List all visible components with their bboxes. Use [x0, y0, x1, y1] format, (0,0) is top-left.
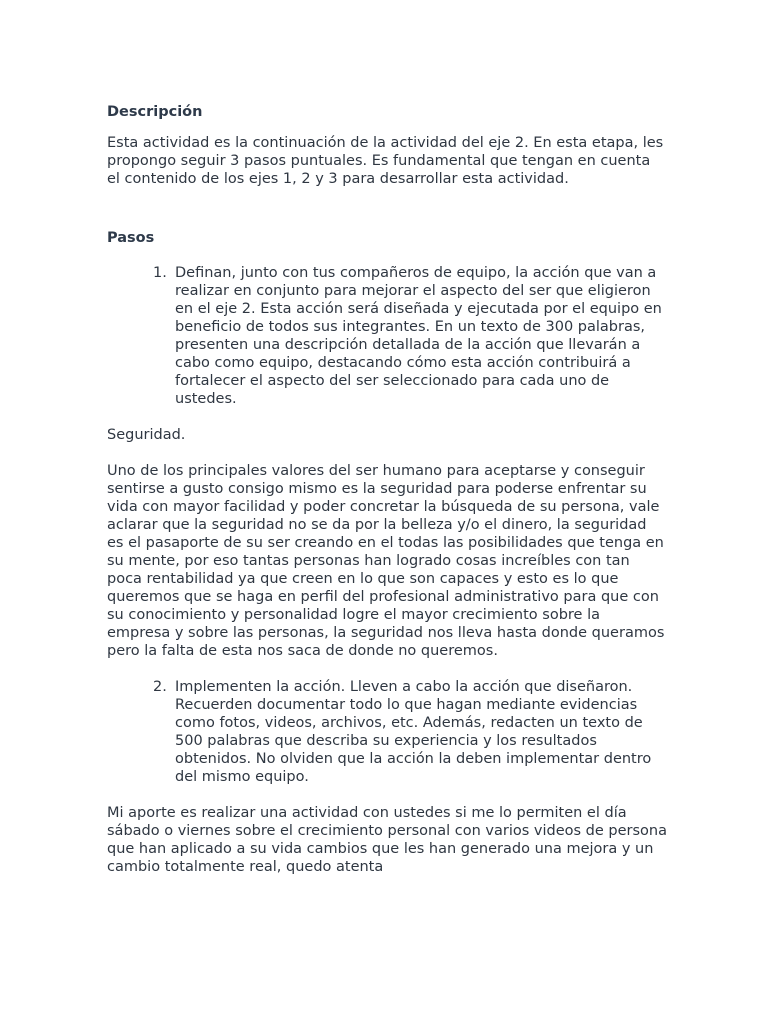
step-2-number: 2.	[153, 679, 167, 695]
step-1-text: Definan, junto con tus compañeros de equipo, la acción que van a realizar en conjunto para mejorar el aspecto del ser que eligieron en el eje 2. Esta acción será diseñada y ejecutada por el equipo en beneficio de todos sus integrantes. En un texto de 300 palabras, presenten una descripción detallada de la acción que llevarán a cabo como equipo, destacando cómo esta acción contribuirá a fortalecer el aspecto del ser seleccionado para cada uno de ustedes.	[175, 265, 662, 407]
seguridad-text: Uno de los principales valores del ser humano para aceptarse y conseguir sentirse a gusto consigo mismo es la seguridad para poderse enfrentar su vida con mayor facilidad y poder concretar la búsqueda de su persona, vale aclarar que la seguridad no se da por la belleza y/o el dinero, la seguridad es el pasaporte de su ser creando en el todas las posibilidades que tenga en su mente, por eso tantas personas han logrado cosas increíbles con tan poca rentabilidad ya que creen en lo que son capaces y esto es lo que queremos que se haga en perfil del profesional administrativo para que con su conocimiento y personalidad logre el mayor crecimiento sobre la empresa y sobre las personas, la seguridad nos lleva hasta donde queramos pero la falta de esta nos saca de donde no queremos.	[107, 463, 665, 659]
document-page	[107, 98, 667, 876]
pasos-heading: Pasos	[107, 230, 155, 246]
step-1-number: 1.	[153, 265, 167, 281]
step-2-text: Implementen la acción. Lleven a cabo la acción que diseñaron. Recuerden documentar todo lo que hagan mediante evidencias como fotos, videos, archivos, etc. Además, redacten un texto de 500 palabras que describa su experiencia y los resultados obtenidos. No olviden que la acción la deben implementar dentro del mismo equipo.	[175, 679, 652, 785]
descripcion-heading: Descripción	[107, 104, 203, 120]
step-2	[107, 678, 667, 786]
descripcion-text: Esta actividad es la continuación de la actividad del eje 2. En esta etapa, les propongo seguir 3 pasos puntuales. Es fundamental que tengan en cuenta el contenido de los ejes 1, 2 y 3 para desarrollar esta actividad.	[107, 135, 664, 187]
aporte-text: Mi aporte es realizar una actividad con ustedes si me lo permiten el día sábado o viernes sobre el crecimiento personal con varios videos de persona que han aplicado a su vida cambios que les han generado una mejora y un cambio totalmente real, quedo atenta	[107, 805, 667, 875]
seguridad-title: Seguridad.	[107, 427, 186, 443]
step-1	[107, 264, 667, 408]
